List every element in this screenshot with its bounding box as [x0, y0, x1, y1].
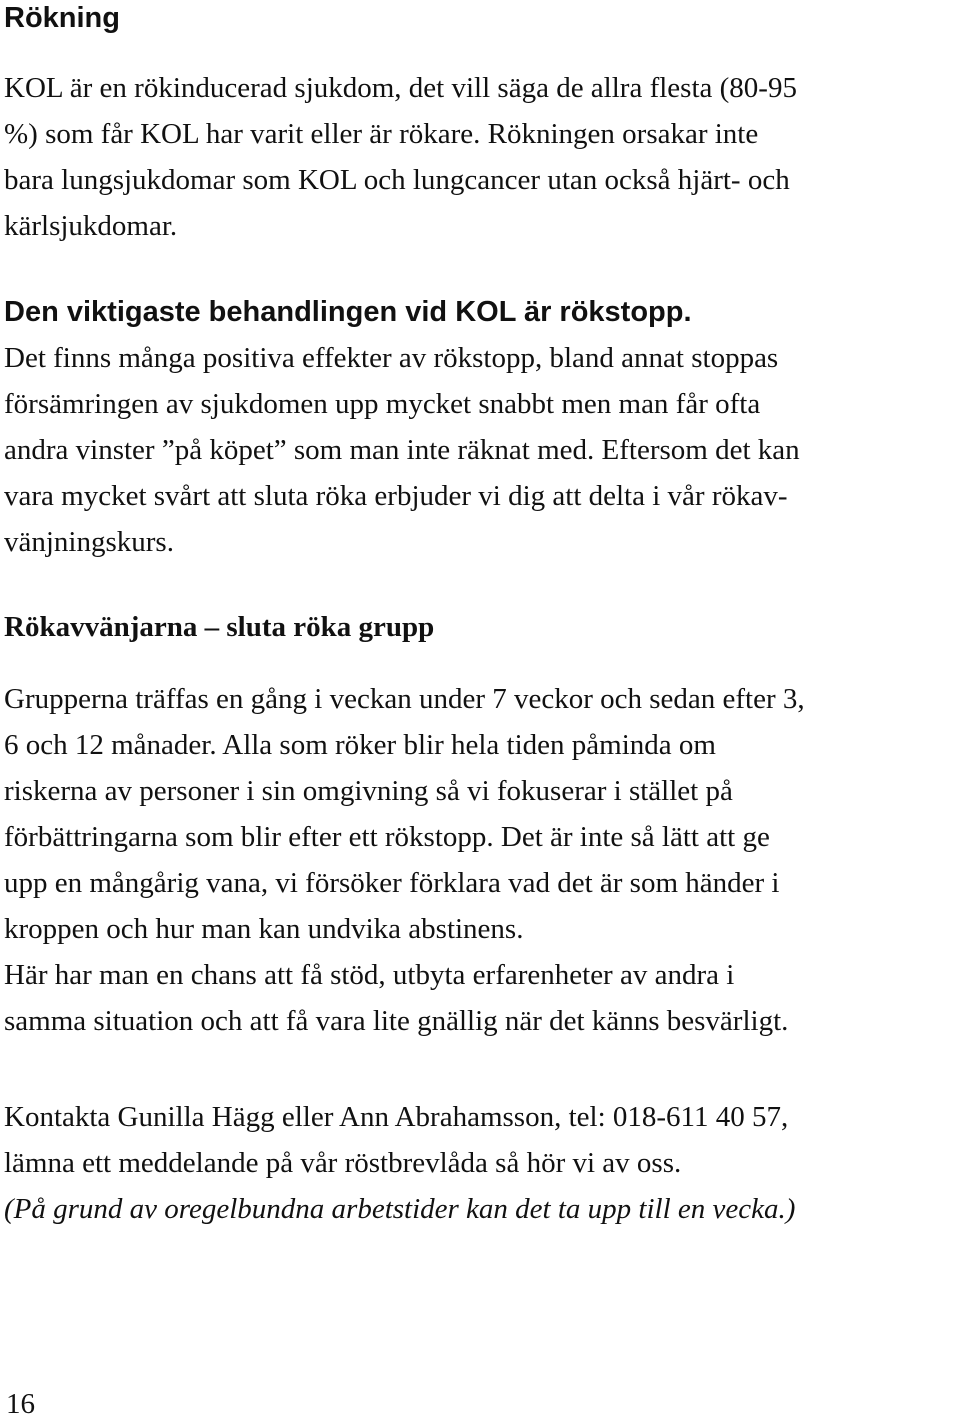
- group-paragraph: [4, 676, 805, 1044]
- group-line: Grupperna träffas en gång i veckan under 7 veckor och sedan efter 3,: [4, 683, 805, 715]
- effects-line: vänjningskurs.: [4, 526, 174, 558]
- page-title: Rökning: [4, 2, 120, 34]
- group-line: 6 och 12 månader. Alla som röker blir hela tiden påminda om: [4, 729, 716, 761]
- intro-line: %) som får KOL har varit eller är rökare. Rökningen orsakar inte: [4, 118, 759, 150]
- contact-line: lämna ett meddelande på vår röstbrevlåda så hör vi av oss.: [4, 1147, 682, 1179]
- effects-line: försämringen av sjukdomen upp mycket snabbt men man får ofta: [4, 388, 761, 420]
- group-line: upp en mångårig vana, vi försöker förklara vad det är som händer i: [4, 867, 780, 899]
- effects-line: Det finns många positiva effekter av rökstopp, bland annat stoppas: [4, 342, 779, 374]
- effects-line: vara mycket svårt att sluta röka erbjuder vi dig att delta i vår rökav-: [4, 480, 788, 512]
- intro-paragraph: [4, 65, 797, 249]
- effects-line: andra vinster ”på köpet” som man inte räknat med. Eftersom det kan: [4, 434, 800, 466]
- page-number: 16: [6, 1388, 35, 1420]
- group-line: Här har man en chans att få stöd, utbyta erfarenheter av andra i: [4, 959, 735, 991]
- group-line: förbättringarna som blir efter ett rökstopp. Det är inte så lätt att ge: [4, 821, 770, 853]
- intro-line: kärlsjukdomar.: [4, 210, 178, 242]
- group-line: kroppen och hur man kan undvika abstinens.: [4, 913, 524, 945]
- group-line: samma situation och att få vara lite gnällig när det känns besvärligt.: [4, 1005, 789, 1037]
- group-line: riskerna av personer i sin omgivning så vi fokuserar i stället på: [4, 775, 733, 807]
- contact-line: Kontakta Gunilla Hägg eller Ann Abrahamsson, tel: 018-611 40 57,: [4, 1101, 789, 1133]
- group-heading: Rökavvänjarna – sluta röka grupp: [4, 611, 435, 643]
- contact-paragraph: [4, 1094, 795, 1232]
- availability-note: (På grund av oregelbundna arbetstider kan det ta upp till en vecka.): [4, 1193, 796, 1225]
- key-heading: Den viktigaste behandlingen vid KOL är rökstopp.: [4, 296, 692, 328]
- intro-line: bara lungsjukdomar som KOL och lungcancer utan också hjärt- och: [4, 164, 790, 196]
- effects-paragraph: [4, 335, 800, 565]
- intro-line: KOL är en rökinducerad sjukdom, det vill säga de allra flesta (80-95: [4, 72, 797, 104]
